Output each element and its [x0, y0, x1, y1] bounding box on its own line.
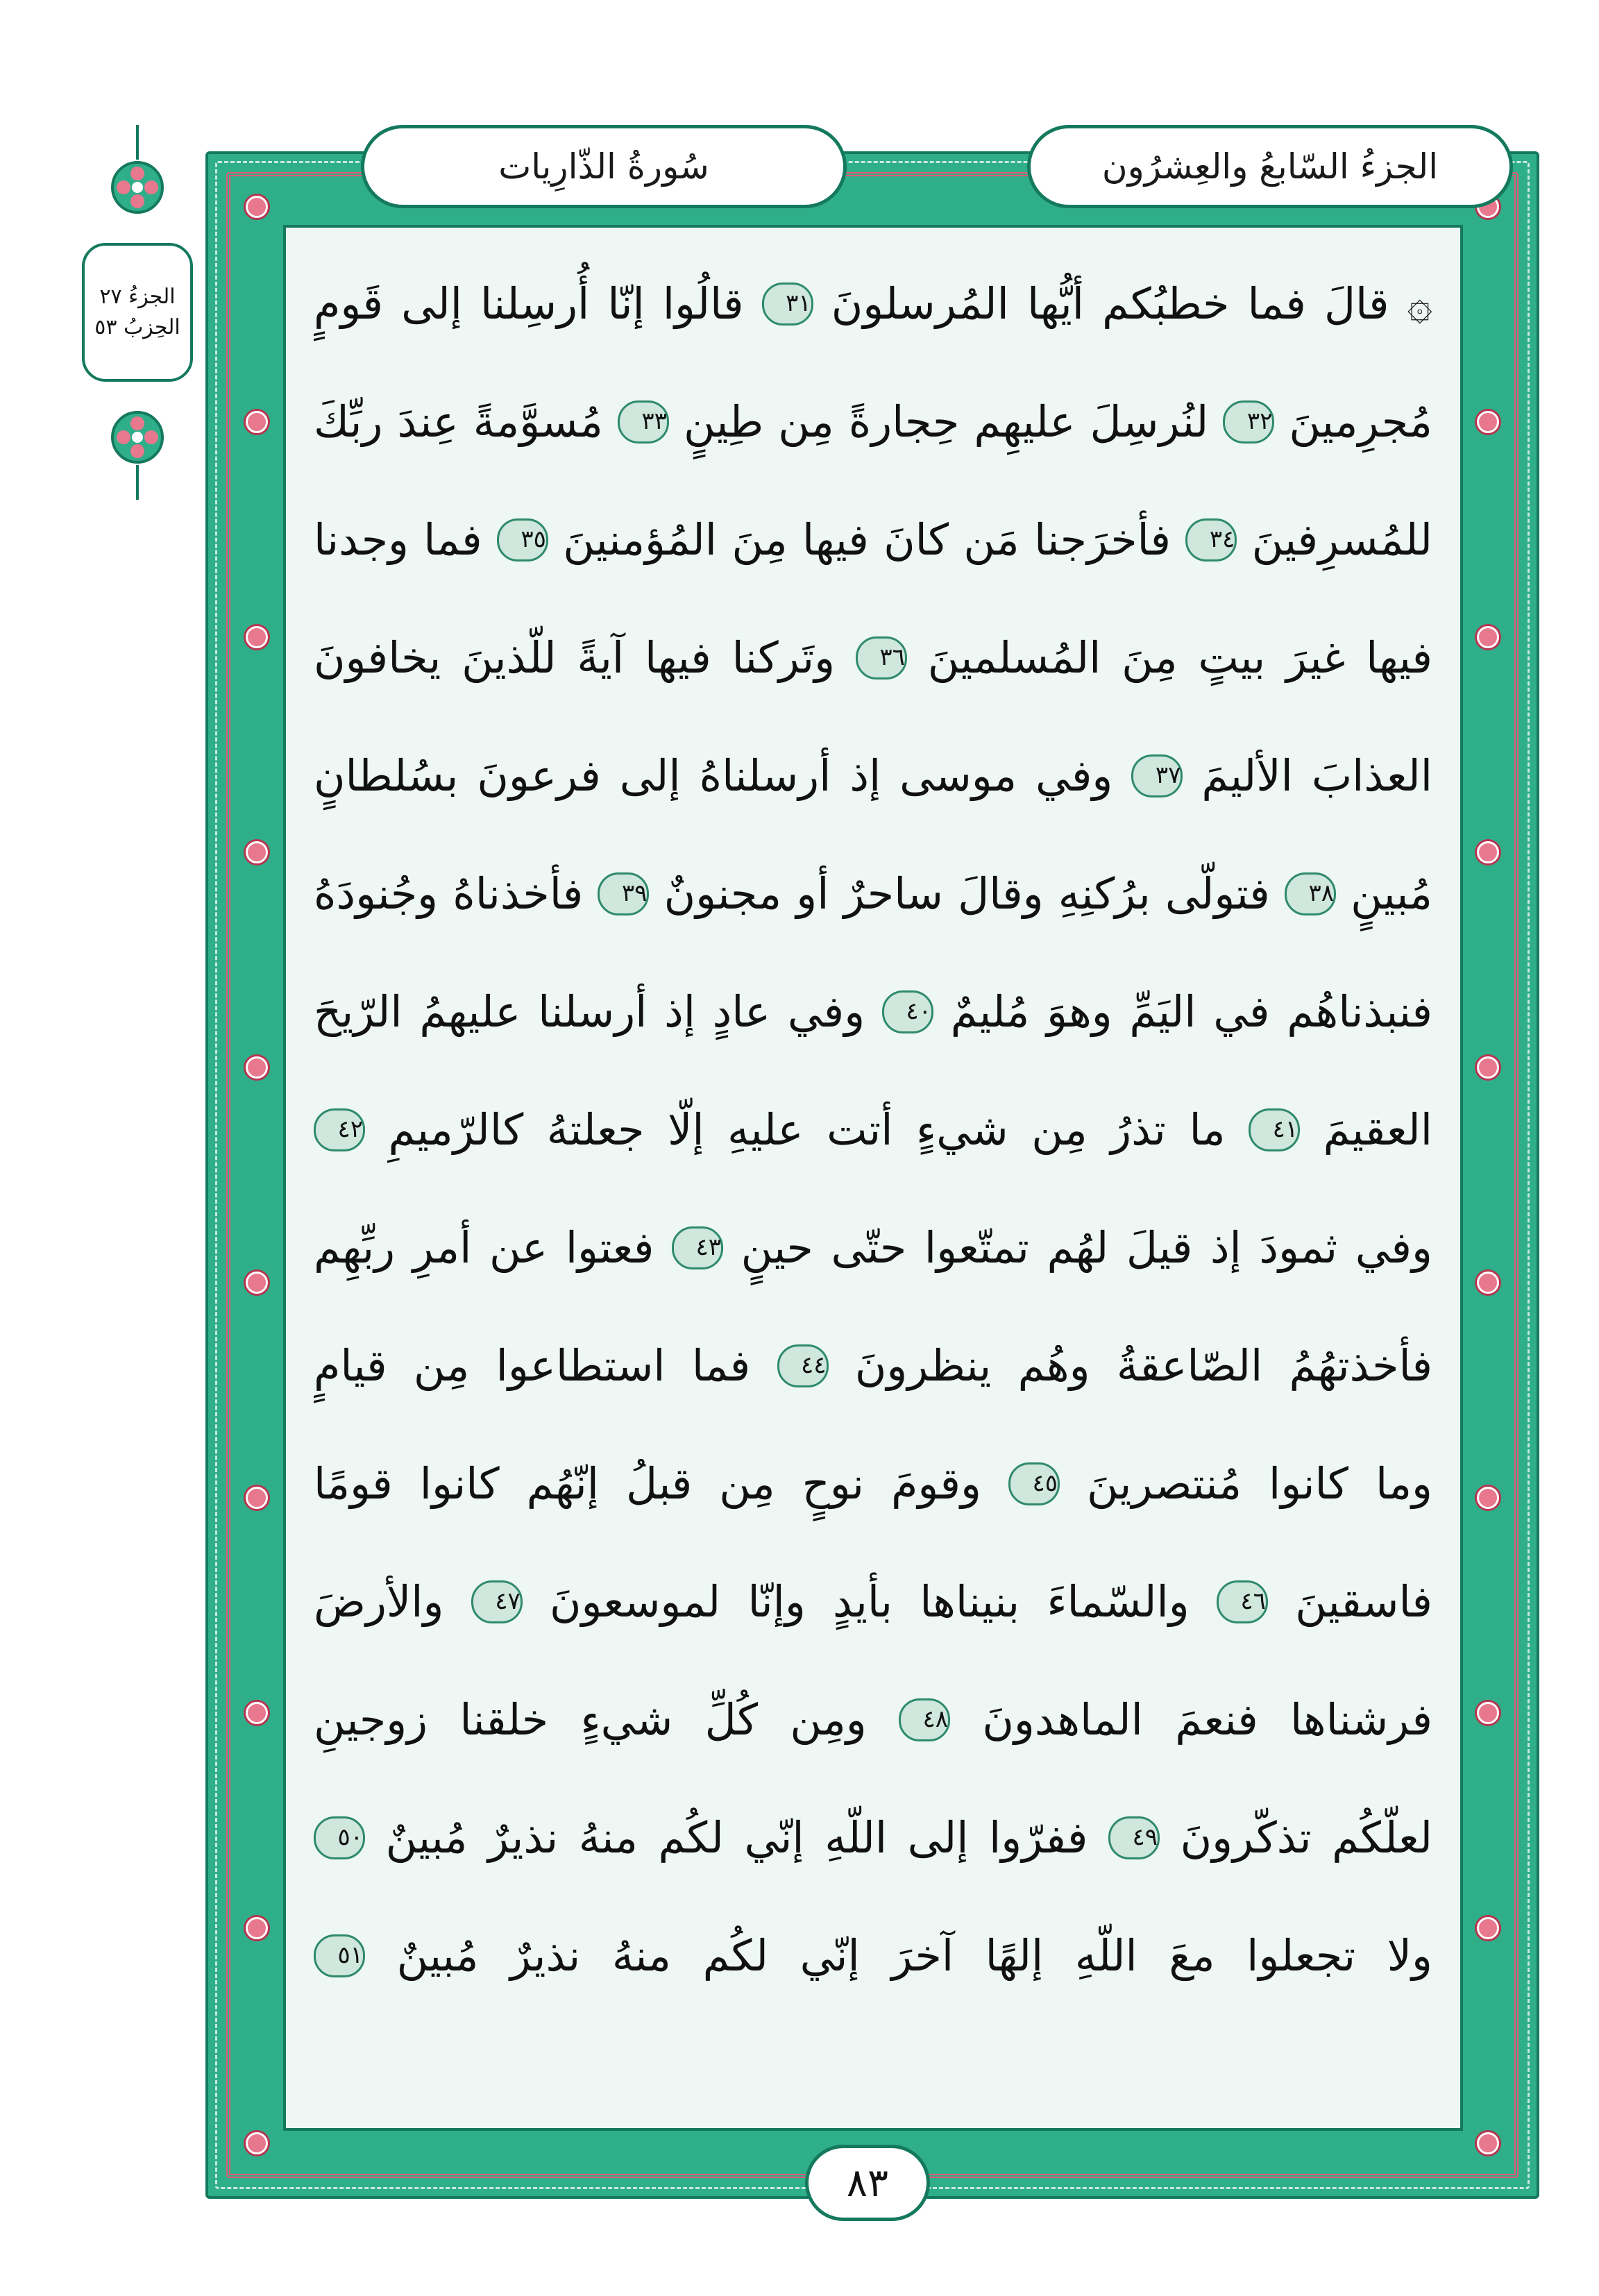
ayah-number: ٤٧	[471, 1580, 523, 1623]
text-line	[314, 832, 1432, 949]
ayah-number: ٤٢	[314, 1108, 365, 1151]
verse-text: فنبذناهُم في اليَمِّ وهوَ مُليمٌ	[950, 986, 1432, 1037]
verse-text: لعلّكُم تذكّرونَ	[1180, 1812, 1432, 1863]
ayah-number: ٤٨	[899, 1698, 950, 1741]
flower-ornament-icon	[110, 160, 165, 215]
rosette-icon	[246, 1917, 268, 1939]
verse-text: والسّماءَ بنيناها بأيدٍ وإنّا لموسعونَ	[550, 1576, 1190, 1627]
text-line	[314, 714, 1432, 832]
rosette-icon	[1477, 1917, 1499, 1939]
verse-text: وفي ثمودَ إذ قيلَ لهُم تمتّعوا حتّى حينٍ	[741, 1222, 1432, 1273]
verse-text: فعتوا عن أمرِ ربِّهِم	[314, 1222, 654, 1273]
text-line	[314, 949, 1432, 1067]
text-panel	[283, 225, 1463, 2131]
text-line	[314, 1421, 1432, 1539]
verse-text: وفي عادٍ إذ أرسلنا عليهمُ الرّيحَ	[314, 986, 865, 1037]
verse-text: ومِن كُلِّ شيءٍ خلقنا زوجينِ	[314, 1694, 867, 1745]
text-line	[314, 242, 1432, 360]
verse-text: والأرضَ	[314, 1576, 444, 1627]
text-line	[314, 1185, 1432, 1303]
verse-text: ما تذرُ مِن شيءٍ أتت عليهِ إلّا جعلتهُ كالرّميمِ	[388, 1104, 1226, 1155]
text-lines	[314, 242, 1432, 2011]
rosette-icon	[1477, 841, 1499, 863]
verse-text: فاسقينَ	[1295, 1576, 1432, 1627]
text-line	[314, 1539, 1432, 1657]
rosette-icon	[246, 1056, 268, 1079]
verse-text: وفي موسى إذ أرسلناهُ إلى فرعونَ بسُلطانٍ	[314, 750, 1113, 801]
rosette-icon	[1477, 2132, 1499, 2154]
verse-text: للمُسرِفينَ	[1251, 514, 1432, 565]
ayah-number: ٣٥	[497, 518, 548, 562]
verse-text: وتَركنا فيها آيةً للّذينَ يخافونَ	[314, 632, 836, 683]
ayah-number: ٣٨	[1285, 872, 1336, 915]
verse-text: فما استطاعوا مِن قيامٍ	[314, 1340, 751, 1391]
page-number: ٨٣	[805, 2145, 930, 2221]
verse-text: العذابَ الأليمَ	[1201, 750, 1432, 801]
verse-text: قالُوا إنّا أُرسِلنا إلى قَومٍ	[314, 278, 744, 329]
verse-text: ۞ قالَ فما خطبُكم أيُّها المُرسلونَ	[831, 278, 1432, 329]
rosette-icon	[246, 626, 268, 648]
verse-text: فأخرَجنا مَن كانَ فيها مِنَ المُؤمنينَ	[563, 514, 1171, 565]
rosette-icon	[1477, 1272, 1499, 1294]
ayah-number: ٤٣	[672, 1226, 723, 1269]
ayah-number: ٥١	[314, 1934, 365, 1977]
rosette-icon	[1477, 626, 1499, 648]
rosette-column-left	[243, 196, 271, 2154]
ayah-number: ٥٠	[314, 1816, 365, 1859]
text-line	[314, 1303, 1432, 1421]
ayah-number: ٤٠	[882, 990, 933, 1033]
verse-text: فأخذتهُمُ الصّاعقةُ وهُم ينظرونَ	[854, 1340, 1432, 1391]
ayah-number: ٤٥	[1008, 1462, 1060, 1505]
verse-text: فما وجدنا	[314, 514, 482, 565]
juz-title: الجزءُ السّابعُ والعِشرُون	[1027, 125, 1513, 208]
hizb-label: الحِزبُ ٥٣	[94, 315, 180, 339]
verse-text: فرشناها فنعمَ الماهدونَ	[982, 1694, 1432, 1745]
verse-text: فتولّى برُكنِهِ وقالَ ساحرٌ أو مجنونٌ	[663, 868, 1270, 919]
verse-text: فيها غيرَ بيتٍ مِنَ المُسلمينَ	[927, 632, 1432, 683]
surah-title: سُورةُ الذّارِيات	[361, 125, 847, 208]
ayah-number: ٣٩	[598, 872, 649, 915]
rosette-icon	[1477, 1702, 1499, 1724]
ayah-number: ٤٤	[777, 1344, 829, 1387]
verse-text: وما كانوا مُنتصرينَ	[1086, 1458, 1432, 1509]
verse-text: العقيمَ	[1323, 1104, 1432, 1155]
verse-text: مُجرِمينَ	[1289, 396, 1432, 447]
rosette-icon	[1477, 1487, 1499, 1509]
verse-text: ولا تجعلوا معَ اللّهِ إلهًا آخرَ إنّي لكُم منهُ نذيرٌ مُبينٌ	[396, 1930, 1432, 1981]
text-line	[314, 596, 1432, 714]
rosette-icon	[246, 411, 268, 433]
rosette-icon	[1477, 1056, 1499, 1079]
marker-stem-bottom	[136, 465, 139, 500]
ayah-number: ٣٧	[1131, 754, 1183, 797]
text-line	[314, 478, 1432, 596]
ayah-number: ٣٢	[1223, 400, 1274, 444]
ayah-number: ٣١	[762, 282, 813, 326]
rosette-icon	[246, 1272, 268, 1294]
flower-ornament-icon	[110, 410, 165, 465]
ayah-number: ٣٤	[1185, 518, 1237, 562]
text-line	[314, 1893, 1432, 2011]
juz-hizb-marker	[82, 125, 193, 500]
juz-hizb-box	[82, 243, 193, 382]
verse-text: فأخذناهُ وجُنودَهُ	[314, 868, 584, 919]
verse-text: مُبينٍ	[1351, 868, 1432, 919]
text-line	[314, 1067, 1432, 1185]
verse-text: ففرّوا إلى اللّهِ إنّي لكُم منهُ نذيرٌ مُبينٌ	[385, 1812, 1088, 1863]
rosette-icon	[246, 1702, 268, 1724]
verse-text: لنُرسِلَ عليهِم حِجارةً مِن طِينٍ	[683, 396, 1209, 447]
ayah-number: ٤١	[1249, 1108, 1300, 1151]
rosette-column-right	[1474, 196, 1502, 2154]
marker-stem-top	[136, 125, 139, 160]
rosette-icon	[246, 841, 268, 863]
juz-label: الجزءُ ٢٧	[99, 285, 176, 309]
text-line	[314, 360, 1432, 478]
ayah-number: ٣٣	[618, 400, 669, 444]
verse-text: وقومَ نوحٍ مِن قبلُ إنّهُم كانوا قومًا	[314, 1458, 981, 1509]
verse-text: مُسوَّمةً عِندَ ربِّكَ	[314, 396, 603, 447]
ayah-number: ٣٦	[856, 636, 907, 679]
rosette-icon	[246, 1487, 268, 1509]
rosette-icon	[1477, 411, 1499, 433]
text-line	[314, 1657, 1432, 1775]
text-line	[314, 1775, 1432, 1893]
ayah-number: ٤٦	[1217, 1580, 1268, 1623]
rosette-icon	[246, 2132, 268, 2154]
ayah-number: ٤٩	[1108, 1816, 1160, 1859]
rosette-icon	[246, 196, 268, 218]
